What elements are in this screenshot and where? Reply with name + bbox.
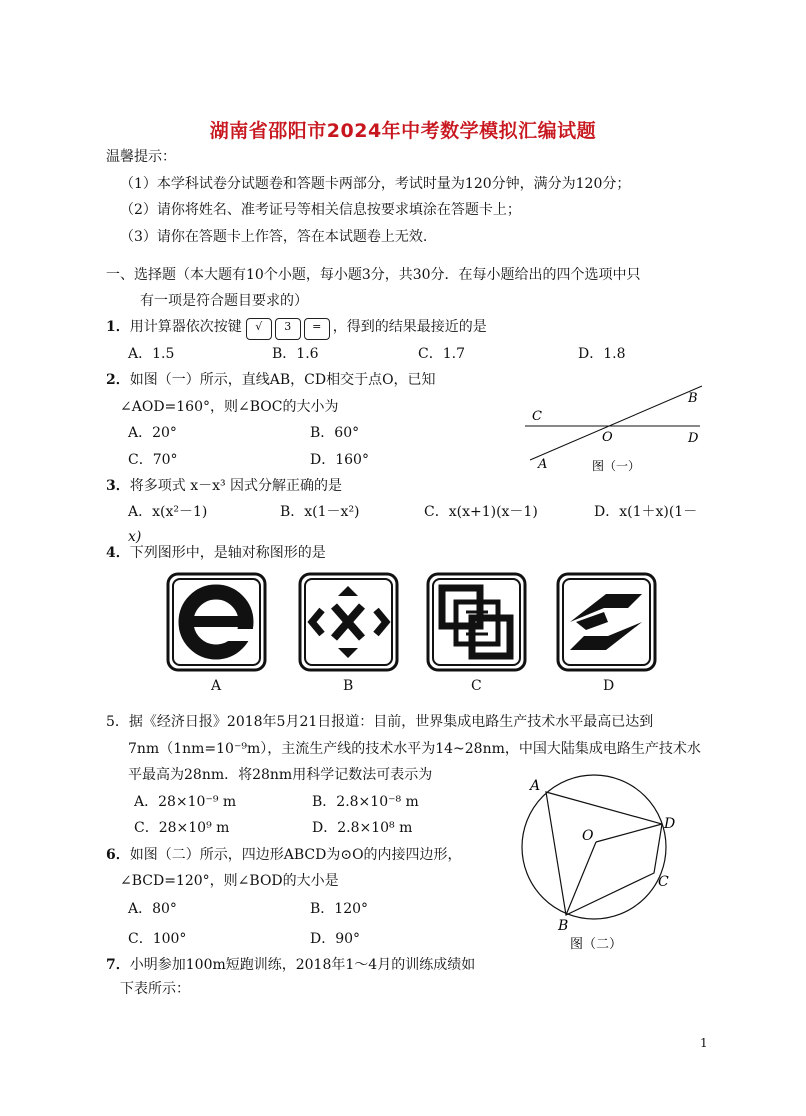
question-number: 6． bbox=[106, 847, 130, 863]
question-1 bbox=[106, 318, 487, 340]
figure-caption: 图（一） bbox=[592, 459, 641, 473]
option-d: D．x(1＋x)(1－ bbox=[594, 504, 698, 520]
line-ab bbox=[530, 386, 702, 460]
label-c: C bbox=[658, 874, 669, 890]
question-2 bbox=[106, 371, 436, 389]
question-text: 小明参加100m短跑训练，2018年1～4月的训练成绩如 bbox=[129, 957, 476, 973]
question-6 bbox=[106, 846, 462, 864]
tip-item: （3）请你在答题卡上作答，答在本试题卷上无效. bbox=[120, 229, 428, 245]
question-text-cont: ∠BCD=120°，则∠BOD的大小是 bbox=[120, 873, 339, 889]
page-title: 湖南省邵阳市2024年中考数学模拟汇编试题 bbox=[209, 120, 597, 142]
option-d: D．90° bbox=[310, 931, 361, 947]
equals-key-icon: = bbox=[304, 318, 330, 340]
question-7 bbox=[106, 956, 475, 974]
question-5 bbox=[106, 713, 653, 731]
label-b: B bbox=[558, 918, 569, 934]
question-text: 如图（一）所示，直线AB，CD相交于点O，已知 bbox=[129, 372, 436, 388]
question-4 bbox=[106, 544, 326, 562]
question-text: ，得到的结果最接近的是 bbox=[332, 319, 487, 335]
option-d: D．160° bbox=[310, 452, 369, 468]
question-3 bbox=[106, 477, 342, 495]
question-text-cont: ∠AOD=160°，则∠BOC的大小为 bbox=[120, 399, 339, 415]
question-number: 2． bbox=[106, 372, 130, 388]
section-heading-cont: 有一项是符合题目要求的） bbox=[140, 293, 308, 309]
label-d: D bbox=[688, 431, 699, 446]
option-a: A．x(x²－1) bbox=[128, 504, 208, 520]
shape-label-a: A bbox=[211, 678, 222, 694]
label-a: A bbox=[538, 457, 548, 472]
shape-label-b: B bbox=[343, 678, 354, 694]
option-b: B．120° bbox=[310, 901, 369, 917]
option-c: C．100° bbox=[128, 931, 187, 947]
option-a: A．28×10⁻⁹ m bbox=[134, 794, 237, 810]
option-b: B．1.6 bbox=[272, 346, 319, 362]
question-text-cont: 下表所示： bbox=[120, 981, 190, 997]
figure-one bbox=[520, 380, 720, 480]
option-a: A．80° bbox=[128, 901, 177, 917]
section-heading: 一、选择题（本大题有10个小题，每小题3分，共30分．在每小题给出的四个选项中只 bbox=[106, 267, 641, 283]
option-d: D．2.8×10⁸ m bbox=[312, 820, 413, 836]
tip-item: （2）请你将姓名、准考证号等相关信息按要求填涂在答题卡上； bbox=[120, 202, 521, 218]
question-number: 7． bbox=[106, 957, 130, 973]
label-o: O bbox=[602, 430, 613, 445]
option-c: C．70° bbox=[128, 452, 178, 468]
label-c: C bbox=[532, 409, 542, 424]
question-number: 1． bbox=[106, 319, 130, 335]
label-o: O bbox=[582, 828, 594, 844]
figure-two bbox=[510, 770, 690, 955]
question-number: 4． bbox=[106, 545, 130, 561]
shape-label-d: D bbox=[603, 678, 615, 694]
question-text-cont: 平最高为28nm．将28nm用科学记数法可表示为 bbox=[128, 767, 433, 783]
option-b: B．2.8×10⁻⁸ m bbox=[312, 794, 419, 810]
option-c: C．x(x+1)(x－1) bbox=[424, 504, 538, 520]
question-text: 将多项式 x－x³ 因式分解正确的是 bbox=[129, 478, 343, 494]
question-number: 3． bbox=[106, 478, 130, 494]
shape-d-s-icon bbox=[556, 572, 658, 672]
option-a: A．20° bbox=[128, 425, 177, 441]
shape-label-c: C bbox=[471, 678, 482, 694]
option-c: C．1.7 bbox=[418, 346, 465, 362]
figure-caption: 图（二） bbox=[570, 937, 623, 952]
label-b: B bbox=[688, 391, 698, 406]
quad-abcd bbox=[546, 792, 662, 915]
option-b: B．x(1－x²) bbox=[280, 504, 360, 520]
tip-item: （1）本学科试卷分试题卷和答题卡两部分，考试时量为120分钟，满分为120分； bbox=[120, 176, 631, 192]
question-text: 如图（二）所示，四边形ABCD为⊙O的内接四边形， bbox=[129, 847, 462, 863]
question-text: 下列图形中，是轴对称图形的是 bbox=[129, 545, 326, 561]
tips-heading: 温馨提示： bbox=[106, 149, 176, 165]
page-number: 1 bbox=[700, 1036, 708, 1050]
option-a: A．1.5 bbox=[128, 346, 175, 362]
option-d: D．1.8 bbox=[578, 346, 626, 362]
three-key-icon: 3 bbox=[275, 318, 301, 340]
option-b: B．60° bbox=[310, 425, 360, 441]
option-c: C．28×10⁹ m bbox=[134, 820, 230, 836]
sqrt-key-icon: √ bbox=[246, 318, 272, 340]
shape-c-knot-icon bbox=[426, 572, 528, 672]
label-a: A bbox=[530, 778, 541, 794]
option-d-wrap: x) bbox=[128, 529, 142, 545]
shape-b-arrows-icon bbox=[298, 572, 400, 672]
label-d: D bbox=[664, 816, 676, 832]
question-text: 用计算器依次按键 bbox=[129, 319, 242, 335]
question-text-cont: 7nm（1nm=10⁻⁹m），主流生产线的技术水平为14~28nm，中国大陆集成电路生产技术水 bbox=[128, 741, 701, 757]
question-number: 5． bbox=[106, 714, 129, 730]
shape-a-e-icon bbox=[166, 572, 268, 672]
question-text: 据《经济日报》2018年5月21日报道：目前，世界集成电路生产技术水平最高已达到 bbox=[128, 714, 654, 730]
